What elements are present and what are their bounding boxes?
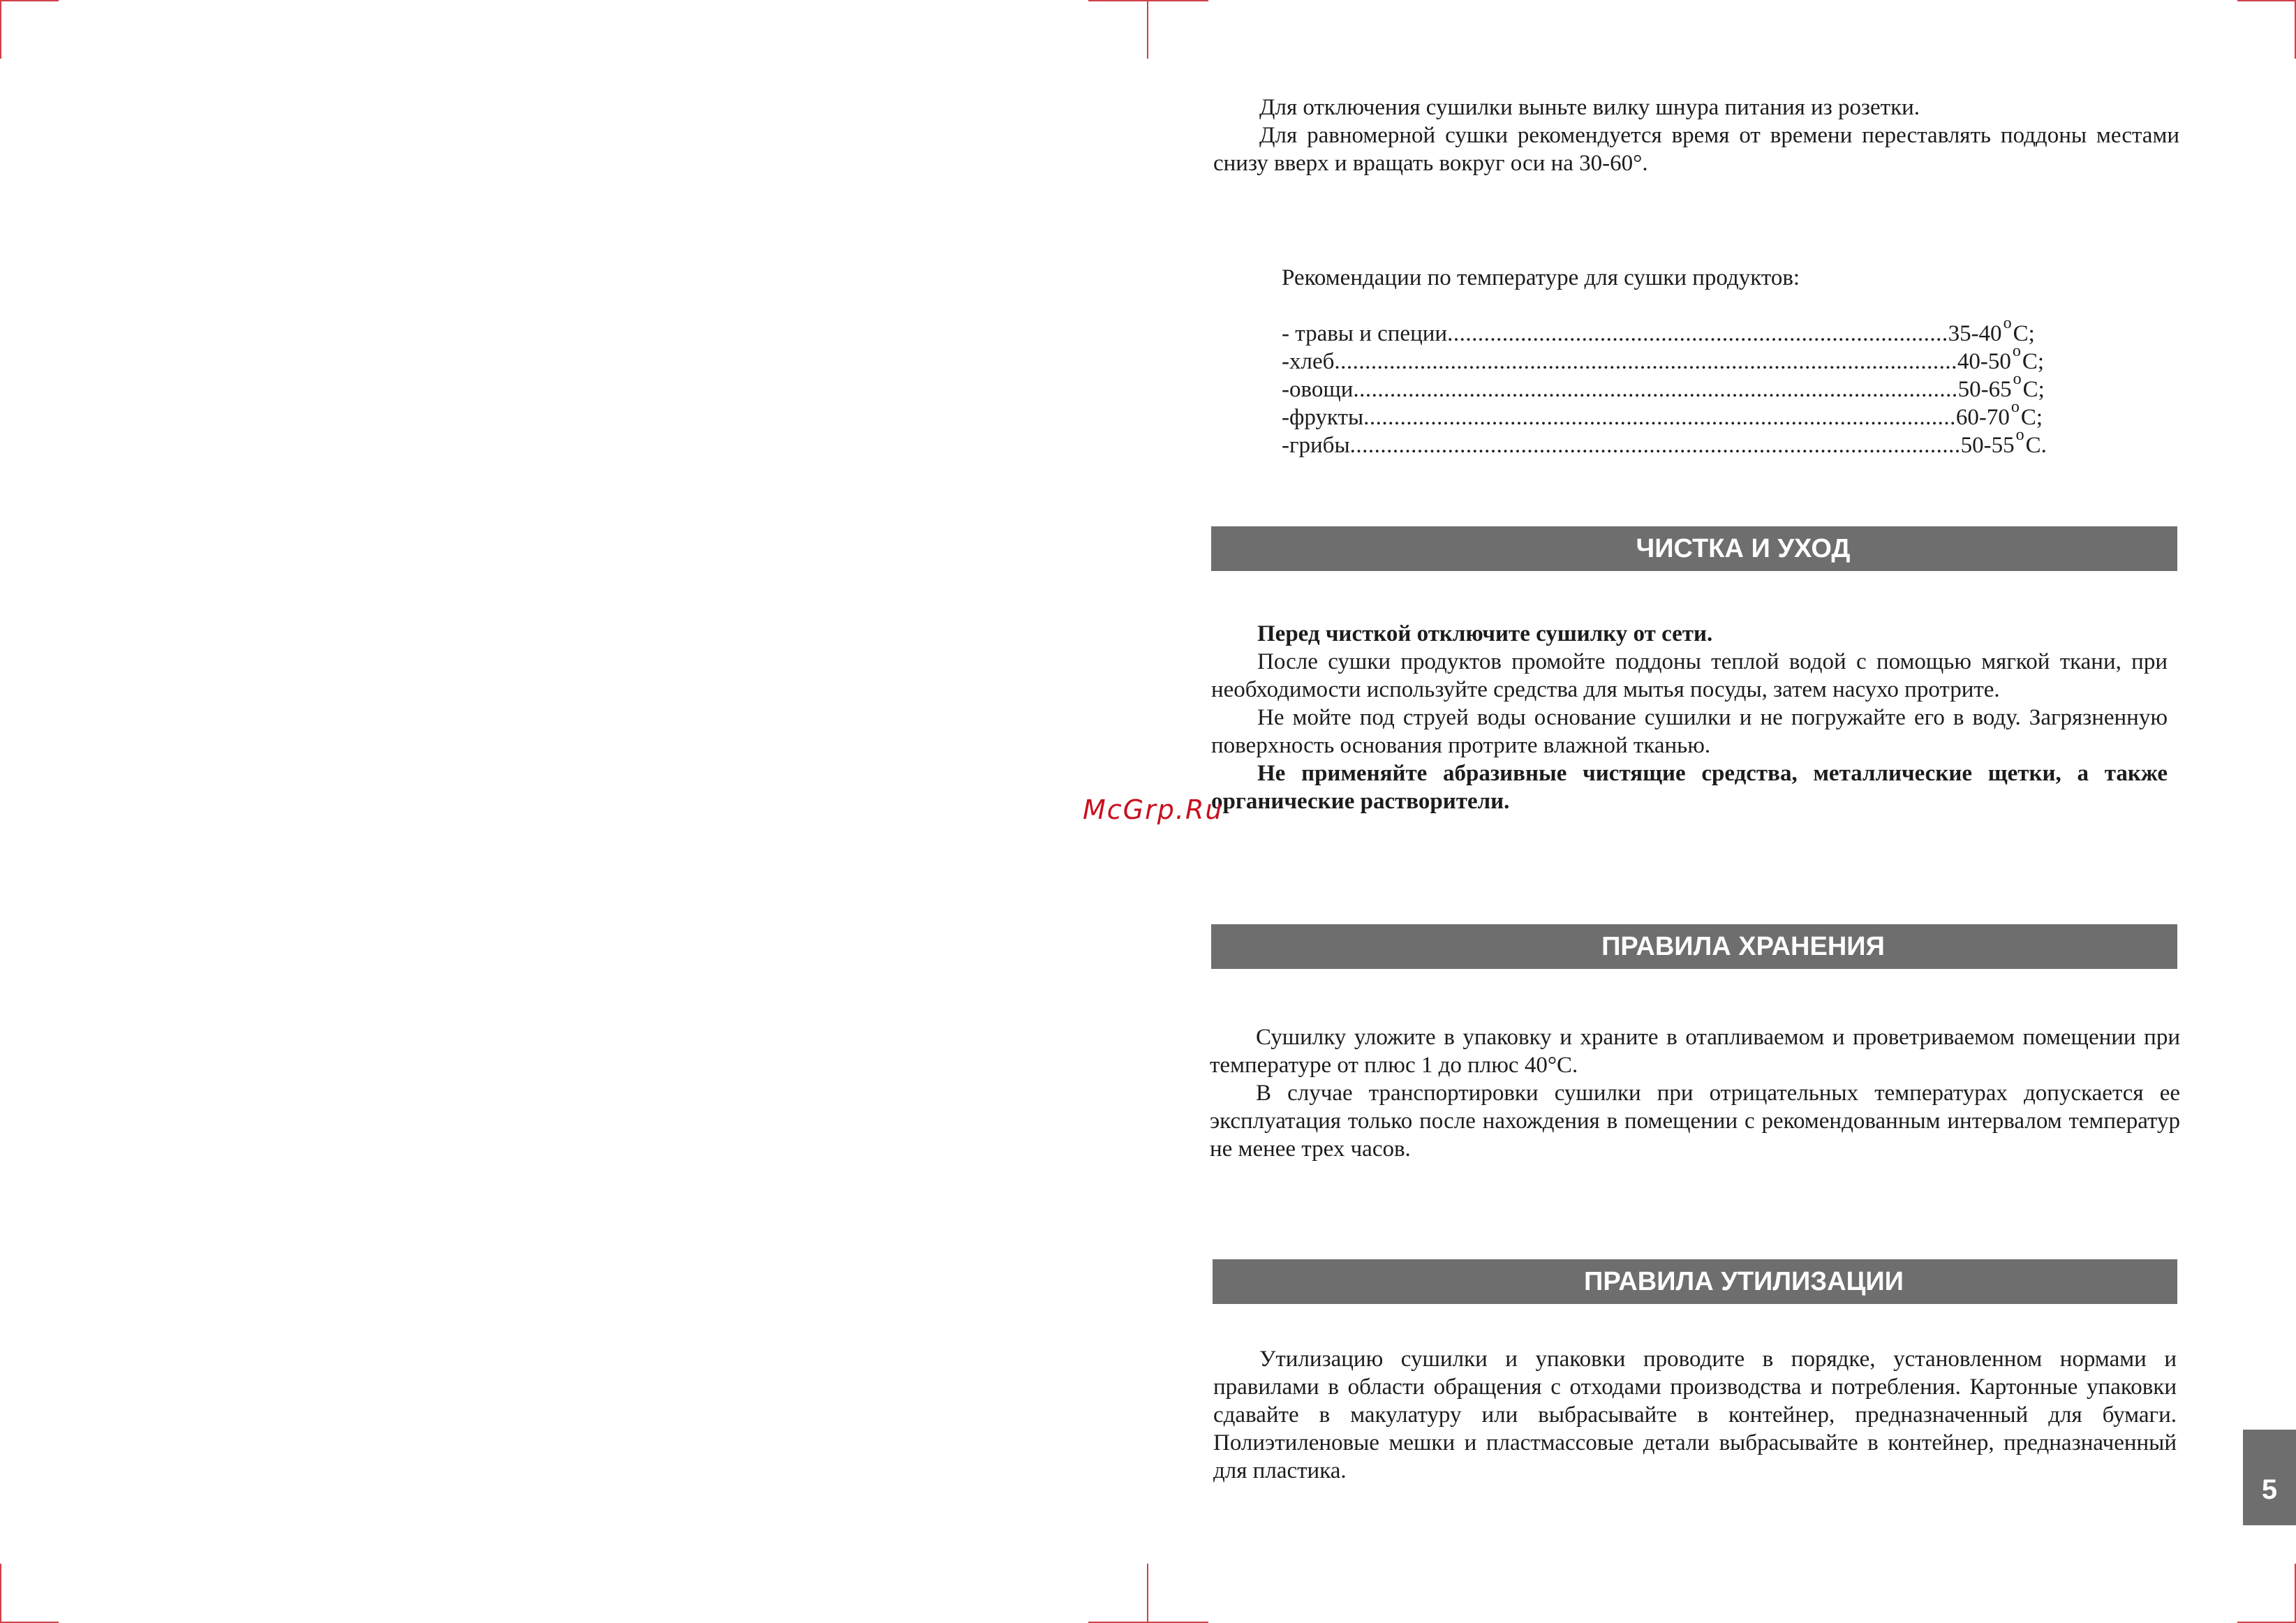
temp-row (1282, 426, 2047, 461)
temp-range: 35-40 (1948, 321, 2002, 346)
heading-storage-text: ПРАВИЛА ХРАНЕНИЯ (1601, 932, 1885, 961)
cleaning-p4: Не применяйте абразивные чистящие средства, металлические щетки, а также органические растворители. (1211, 761, 2168, 814)
crop-mark (1088, 0, 1208, 1)
cleaning-p1: Перед чисткой отключите сушилку от сети. (1257, 621, 1713, 646)
temp-name: -грибы (1282, 433, 1350, 458)
storage-p1: Сушилку уложите в упаковку и храните в отапливаемом и проветриваемом помещении при температуре от плюс 1 до плюс 40°С. (1210, 1025, 2180, 1078)
crop-mark (0, 0, 1, 59)
temp-unit: C; (2013, 321, 2035, 346)
heading-disposal-text: ПРАВИЛА УТИЛИЗАЦИИ (1584, 1267, 1904, 1296)
dot-leader: .................................................................................................... (1349, 433, 1961, 458)
temp-row (1282, 314, 2035, 350)
temp-name: -фрукты (1282, 405, 1364, 430)
degree-mark: o (2012, 342, 2021, 360)
intro-line-2: Для равномерной сушки рекомендуется время от времени переставлять поддоны местами снизу вверх и вращать вокруг оси на 30-60°. (1213, 123, 2179, 176)
page-number: 5 (2261, 1474, 2278, 1505)
crop-mark (0, 1564, 1, 1623)
temp-range: 60-70 (1955, 405, 2010, 430)
temp-name: -хлеб (1282, 349, 1335, 374)
temp-unit: C. (2025, 433, 2047, 458)
temp-name: -овощи (1282, 377, 1354, 402)
watermark: McGrp.Ru (1083, 794, 1224, 825)
temp-range: 50-65 (1957, 377, 2012, 402)
temp-range: 50-55 (1960, 433, 2015, 458)
heading-storage (1211, 924, 2177, 969)
dot-leader: .................................................................................. (1447, 321, 1948, 346)
crop-mark (1147, 0, 1148, 59)
cleaning-p3: Не мойте под струей воды основание сушилки и не погружайте его в воду. Загрязненную поверхность основания протрите влажной тканью. (1211, 705, 2168, 758)
dot-leader: ................................................................................................... (1353, 377, 1958, 402)
dot-leader: ...................................................................................................... (1334, 349, 1957, 374)
temps-title: Рекомендации по температуре для сушки продуктов: (1282, 265, 1800, 290)
disposal-p1: Утилизацию сушилки и упаковки проводите в порядке, установленном нормами и правилами в области обращения с отходами производства и потребления. Картонные упаковки сдавайте в макулатуру или выбрасывайте в контейнер, предназначенный для бумаги. Полиэтиленовые мешки и пластмассовые детали выбрасывайте в контейнер, предназначенный для пластика. (1213, 1347, 2177, 1483)
degree-mark: o (2015, 426, 2024, 444)
heading-cleaning-text: ЧИСТКА И УХОД (1636, 534, 1851, 563)
temp-name: - травы и специи (1282, 321, 1448, 346)
temp-range: 40-50 (1957, 349, 2011, 374)
page-number-box (2243, 1430, 2296, 1525)
crop-mark (0, 0, 59, 1)
heading-cleaning (1211, 526, 2177, 571)
temp-row (1282, 370, 2045, 406)
crop-mark (2237, 0, 2296, 1)
degree-mark: o (2013, 370, 2022, 388)
temp-row (1282, 398, 2043, 433)
temp-row (1282, 342, 2045, 378)
degree-mark: o (2003, 314, 2012, 332)
temp-unit: C; (2020, 405, 2043, 430)
crop-mark (1147, 1564, 1148, 1623)
temp-unit: C; (2022, 349, 2045, 374)
intro-line-1: Для отключения сушилки выньте вилку шнура питания из розетки. (1259, 95, 1920, 120)
storage-p2: В случае транспортировки сушилки при отрицательных температурах допускается ее эксплуатация только после нахождения в помещении с рекомендованным интервалом температур не менее трех часов. (1210, 1081, 2180, 1162)
cleaning-p2: После сушки продуктов промойте поддоны теплой водой с помощью мягкой ткани, при необходимости используйте средства для мытья посуды, затем насухо протрите. (1211, 649, 2168, 702)
degree-mark: o (2010, 398, 2020, 416)
dot-leader: ................................................................................................. (1363, 405, 1956, 430)
heading-disposal (1213, 1259, 2177, 1304)
temp-unit: C; (2022, 377, 2045, 402)
